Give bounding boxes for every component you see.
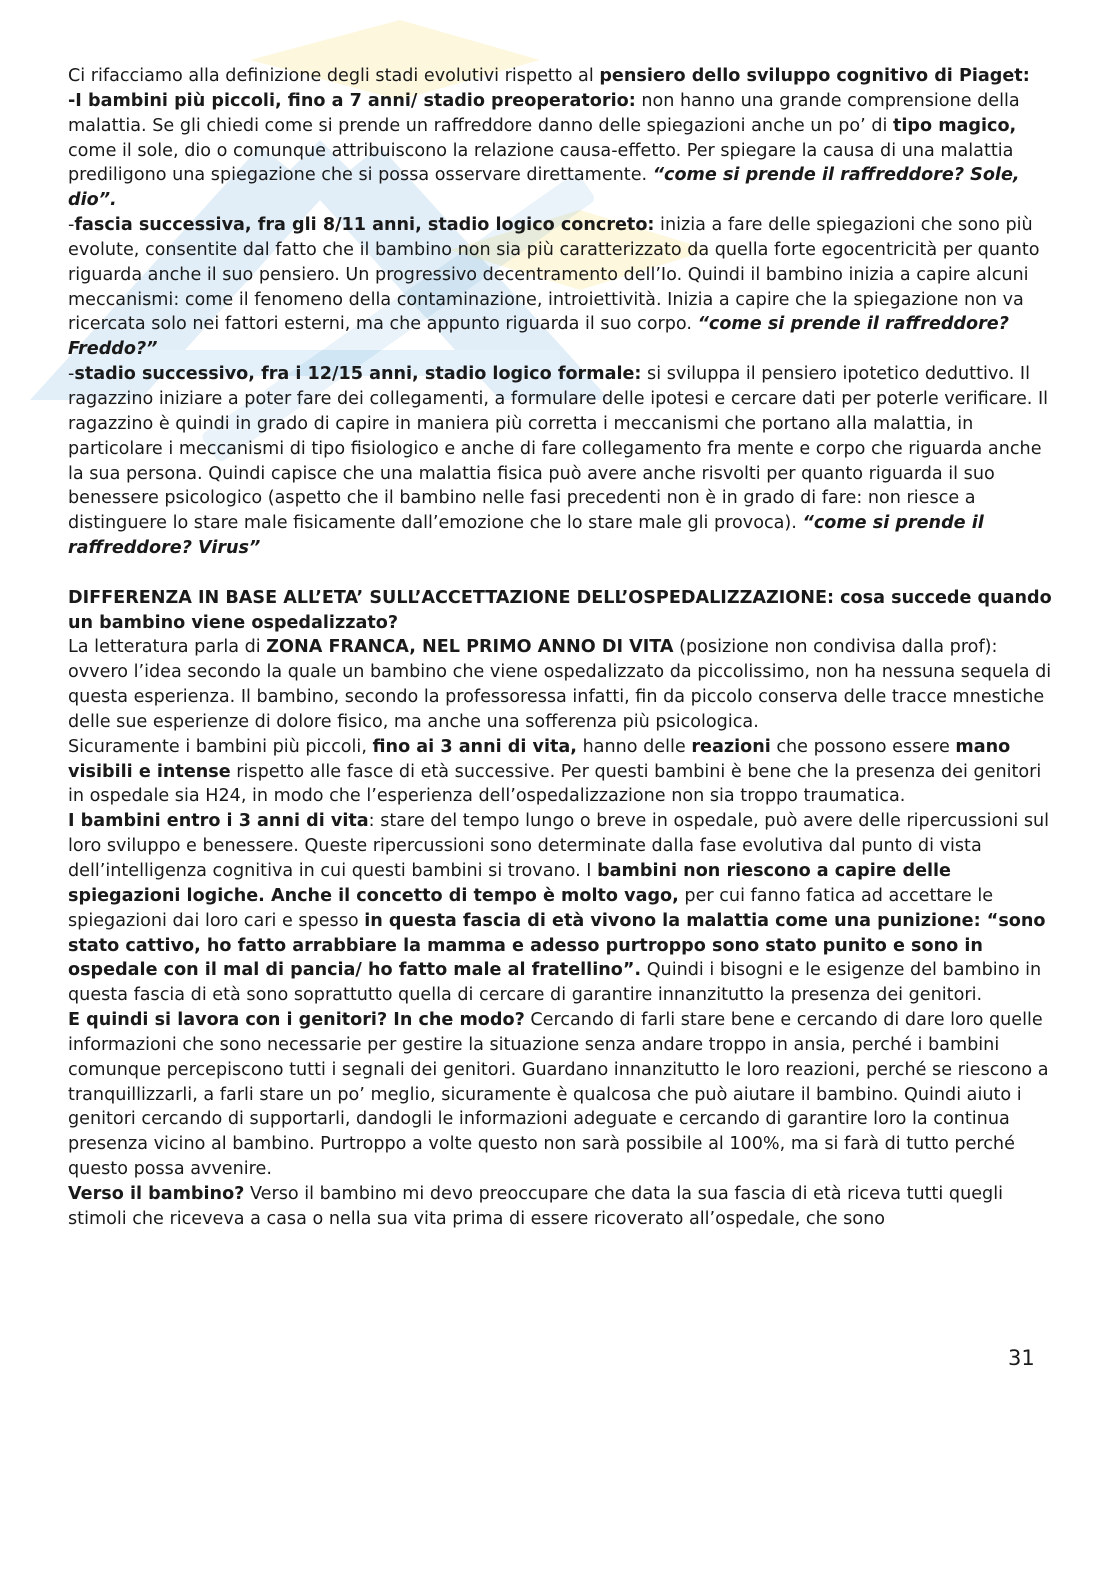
text-run: Cercando di farli stare bene e cercando di dare loro quelle informazioni che sono necessarie per gestire la situazione senza andare troppo in ansia, perché i bambini comunque percepiscono tutti i segnali dei genitori. Guardano innanzitutto le loro reazioni, perché se riescono a tranquillizzarli, a farli stare un po’ meglio, sicuramente è qualcosa che può aiutare il bambino. Quindi aiuto i genitori cercando di supportarli, dandogli le informazioni adeguate e cercando di garantire loro la continua presenza vicino al bambino. Purtroppo a volte questo non sarà possibile al 100%, ma si farà di tutto perché questo possa avvenire. bbox=[68, 1010, 1049, 1180]
text-run: che possono essere bbox=[770, 736, 956, 757]
document-body bbox=[68, 64, 1053, 1232]
text-run: (posizione non condivisa dalla prof): ovvero l’idea secondo la quale un bambino che viene ospedalizzato da piccolissimo, non ha nessuna sequela di questa esperienza. Il bambino, secondo la professoressa infatti, fin da piccolo conserva delle tracce mnestiche delle sue esperienze di dolore fisico, ma anche una sofferenza più psicologica. bbox=[68, 637, 1052, 732]
paragraph bbox=[68, 586, 1053, 636]
text-run: Ci rifacciamo alla definizione degli stadi evolutivi rispetto al bbox=[68, 66, 600, 86]
text-run: non hanno una grande comprensione della malattia. Se gli chiedi come si prende un raffreddore danno delle spiegazioni anche un po’ di bbox=[68, 90, 1020, 136]
bold-text: fascia successiva, fra gli 8/11 anni, stadio logico concreto: bbox=[74, 215, 655, 236]
paragraph bbox=[68, 89, 1053, 213]
text-run: : stare del tempo lungo o breve in ospedale, può avere delle ripercussioni sul loro sviluppo e benessere. Queste ripercussioni sono determinate dalla fase evolutiva dal punto di vista dell’intelligenza cognitiva in cui questi bambini si trovano. I bbox=[68, 811, 1050, 881]
bold-text: I bambini entro i 3 anni di vita bbox=[68, 811, 369, 832]
text-run: Quindi i bisogni e le esigenze del bambino in questa fascia di età sono soprattutto quella di cercare di garantire innanzitutto la presenza dei genitori. bbox=[68, 960, 1042, 1006]
paragraph bbox=[68, 213, 1053, 362]
bold-text: in questa fascia di età vivono la malattia come una punizione: “sono stato cattivo, ho fatto arrabbiare la mamma e adesso purtroppo sono stato punito e sono in ospedale con il mal di pancia/ ho fatto male al fratellino”. bbox=[68, 910, 1046, 981]
paragraph bbox=[68, 635, 1053, 734]
bold-text: ZONA FRANCA, NEL PRIMO ANNO DI VITA bbox=[266, 637, 674, 658]
paragraph bbox=[68, 64, 1053, 89]
bold-text: E quindi si lavora con i genitori? In che modo? bbox=[68, 1010, 525, 1031]
bold-text: pensiero dello sviluppo cognitivo di Piaget: bbox=[599, 66, 1030, 86]
text-run: Sicuramente i bambini più piccoli, bbox=[68, 736, 373, 757]
text-run: La letteratura parla di bbox=[68, 637, 267, 658]
bold-text: “come si prende il raffreddore? Virus” bbox=[68, 513, 984, 559]
bold-text: bambini non riescono a capire delle spiegazioni logiche. Anche il concetto di tempo è molto vago, bbox=[68, 861, 951, 906]
text-run: - bbox=[68, 215, 75, 236]
page-number: 31 bbox=[1008, 1346, 1035, 1370]
bold-text: Verso il bambino? bbox=[68, 1183, 245, 1204]
paragraph bbox=[68, 1008, 1053, 1182]
text-run: si sviluppa il pensiero ipotetico deduttivo. Il ragazzino iniziare a poter fare dei collegamenti, a formulare delle ipotesi e cercare dati per poterle verificare. Il ragazzino è quindi in grado di capire in maniera più corretta i meccanismi che portano alla malattia, in particolare i meccanismi di tipo fisiologico e anche di fare collegamento fra mente e corpo che riguarda anche la sua persona. Quindi capisce che una malattia fisica può avere anche risvolti per quanto riguarda il suo benessere psicologico (aspetto che il bambino nelle fasi precedenti non è in grado di fare: non riesce a distinguere lo stare male fisicamente dall’emozione che lo stare male gli provoca). bbox=[68, 364, 1049, 534]
paragraph bbox=[68, 809, 1053, 1008]
paragraph bbox=[68, 1182, 1053, 1232]
bold-text: tipo magico, bbox=[892, 115, 1017, 136]
bold-text: “come si prende il raffreddore? Freddo?” bbox=[68, 314, 1009, 360]
text-run: Verso il bambino mi devo preoccupare che data la sua fascia di età riceva tutti quegli stimoli che riceveva a casa o nella sua vita prima di essere ricoverato all’ospedale, che sono bbox=[68, 1183, 1004, 1229]
paragraph bbox=[68, 362, 1053, 561]
paragraph-spacer bbox=[68, 561, 1053, 586]
text-run: per cui fanno fatica ad accettare le spiegazioni dai loro cari e spesso bbox=[68, 885, 994, 931]
bold-text: DIFFERENZA IN BASE ALL’ETA’ SULL’ACCETTAZIONE DELL’OSPEDALIZZAZIONE: cosa succede quando un bambino viene ospedalizzato? bbox=[68, 587, 1052, 633]
paragraph bbox=[68, 735, 1053, 810]
text-run: come il sole, dio o comunque attribuiscono la relazione causa-effetto. Per spiegare la causa di una malattia prediligono una spiegazione che si possa osservare direttamente. bbox=[68, 140, 1014, 186]
text-run: - bbox=[68, 364, 75, 385]
text-run: inizia a fare delle spiegazioni che sono più evolute, consentite dal fatto che il bambino non sia più caratterizzato da quella forte egocentricità per quanto riguarda anche il suo pensiero. Un progressivo decentramento dell’Io. Quindi il bambino inizia a capire alcuni meccanismi: come il fenomeno della contaminazione, introiettività. Inizia a capire che la spiegazione non va ricercata solo nei fattori esterni, ma che appunto riguarda il suo corpo. bbox=[68, 215, 1040, 335]
text-run: hanno delle bbox=[576, 736, 692, 757]
text-run: rispetto alle fasce di età successive. Per questi bambini è bene che la presenza dei genitori in ospedale sia H24, in modo che l’esperienza dell’ospedalizzazione non sia troppo traumatica. bbox=[68, 761, 1042, 807]
bold-text: mano visibili e intense bbox=[68, 736, 1011, 782]
bold-text: reazioni bbox=[691, 736, 771, 757]
bold-text: fino ai 3 anni di vita, bbox=[372, 736, 577, 757]
bold-text: “come si prende il raffreddore? Sole, dio”. bbox=[68, 165, 1020, 211]
bold-text: -I bambini più piccoli, fino a 7 anni/ stadio preoperatorio: bbox=[68, 90, 636, 111]
bold-text: stadio successivo, fra i 12/15 anni, stadio logico formale: bbox=[74, 364, 642, 385]
